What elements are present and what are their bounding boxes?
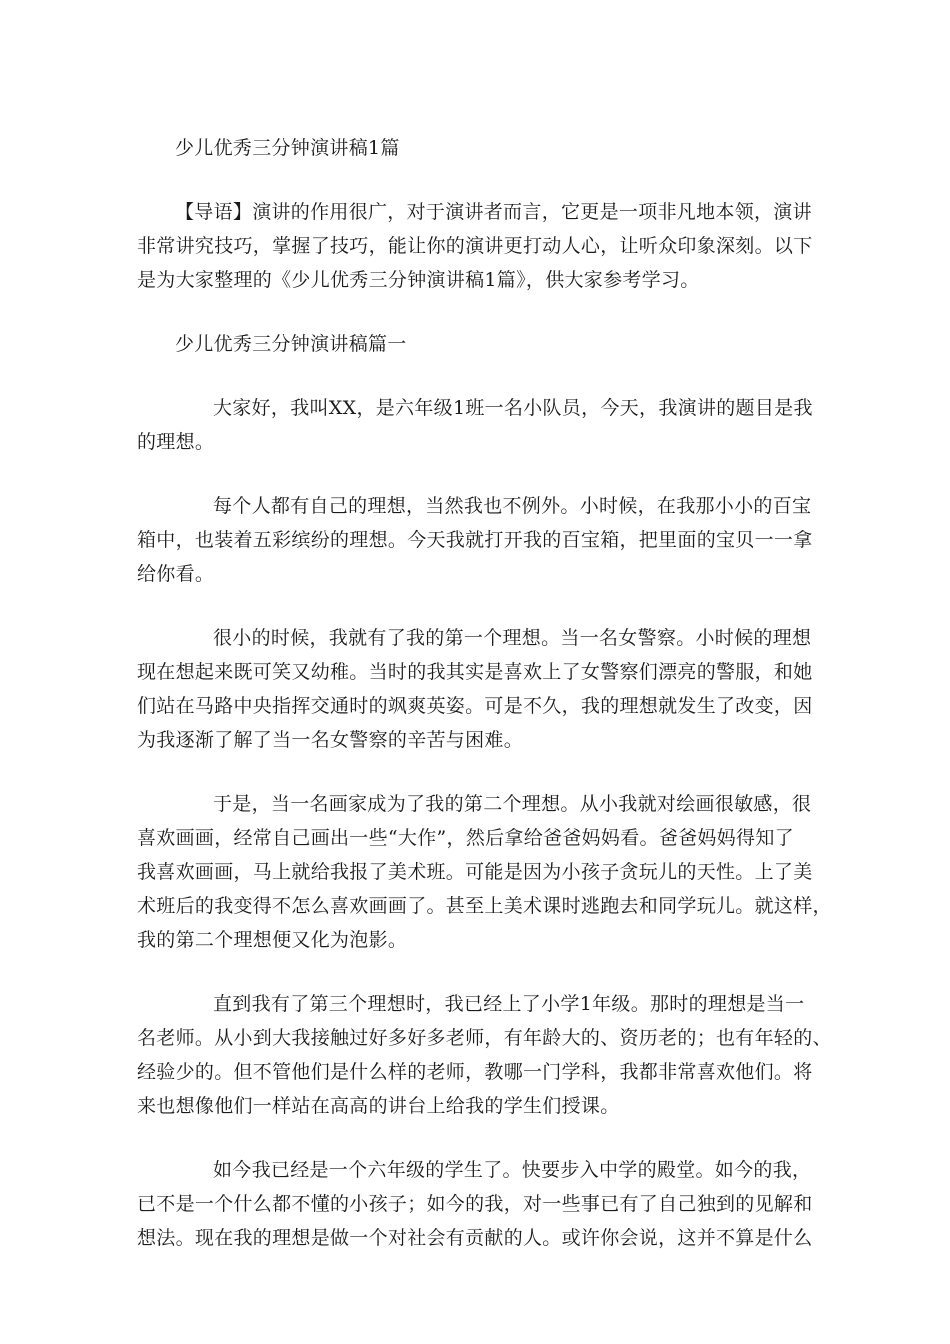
intro-paragraph <box>137 195 820 297</box>
paragraph-line: 给你看。 <box>137 563 215 585</box>
intro-line: 【导语】演讲的作用很广，对于演讲者而言，它更是一项非凡地本领，演讲 <box>175 201 812 223</box>
paragraph-line: 大家好，我叫XX，是六年级1班一名小队员，今天，我演讲的题目是我 <box>213 397 813 419</box>
intro-line: 非常讲究技巧，掌握了技巧，能让你的演讲更打动人心，让听众印象深刻。以下 <box>137 235 813 257</box>
speech-paragraph-4 <box>137 787 832 957</box>
paragraph-line: 很小的时候，我就有了我的第一个理想。当一名女警察。小时候的理想 <box>213 627 812 649</box>
paragraph-line: 直到我有了第三个理想时，我已经上了小学1年级。那时的理想是当一 <box>213 993 805 1015</box>
paragraph-line: 每个人都有自己的理想，当然我也不例外。小时候，在我那小小的百宝 <box>213 495 812 517</box>
paragraph-line: 已不是一个什么都不懂的小孩子；如今的我，对一些事已有了自己独到的见解和 <box>137 1193 813 1215</box>
speech-paragraph-2 <box>137 489 820 591</box>
paragraph-line: 的理想。 <box>137 431 215 453</box>
paragraph-line: 术班后的我变得不怎么喜欢画画了。甚至上美术课时逃跑去和同学玩儿。就这样， <box>137 895 832 917</box>
section-subtitle: 少儿优秀三分钟演讲稿篇一 <box>175 333 407 355</box>
paragraph-line: 经验少的。但不管他们是什么样的老师，教哪一门学科，我都非常喜欢他们。将 <box>137 1061 813 1083</box>
paragraph-line: 如今我已经是一个六年级的学生了。快要步入中学的殿堂。如今的我， <box>213 1159 812 1181</box>
speech-paragraph-5 <box>137 987 832 1123</box>
intro-line: 是为大家整理的《少儿优秀三分钟演讲稿1篇》，供大家参考学习。 <box>137 269 700 291</box>
paragraph-line: 我的第二个理想便又化为泡影。 <box>137 929 408 951</box>
document-title: 少儿优秀三分钟演讲稿1篇 <box>175 137 400 159</box>
paragraph-line: 为我逐渐了解了当一名女警察的辛苦与困难。 <box>137 729 524 751</box>
paragraph-line: 们站在马路中央指挥交通时的飒爽英姿。可是不久，我的理想就发生了改变，因 <box>137 695 813 717</box>
paragraph-line: 箱中，也装着五彩缤纷的理想。今天我就打开我的百宝箱，把里面的宝贝一一拿 <box>137 529 813 551</box>
paragraph-line: 来也想像他们一样站在高高的讲台上给我的学生们授课。 <box>137 1095 620 1117</box>
paragraph-line: 现在想起来既可笑又幼稚。当时的我其实是喜欢上了女警察们漂亮的警服，和她 <box>137 661 813 683</box>
paragraph-line: 我喜欢画画，马上就给我报了美术班。可能是因为小孩子贪玩儿的天性。上了美 <box>137 861 813 883</box>
paragraph-line: 名老师。从小到大我接触过好多好多老师，有年龄大的、资历老的；也有年轻的、 <box>137 1027 832 1049</box>
paragraph-line: 于是，当一名画家成为了我的第二个理想。从小我就对绘画很敏感，很 <box>213 793 812 815</box>
speech-paragraph-3 <box>137 621 820 757</box>
speech-paragraph-1 <box>137 391 820 459</box>
paragraph-line: 想法。现在我的理想是做一个对社会有贡献的人。或许你会说，这并不算是什么 <box>137 1227 813 1249</box>
paragraph-line: 喜欢画画，经常自己画出一些“大作”，然后拿给爸爸妈妈看。爸爸妈妈得知了 <box>137 827 794 849</box>
speech-paragraph-6 <box>137 1153 820 1255</box>
